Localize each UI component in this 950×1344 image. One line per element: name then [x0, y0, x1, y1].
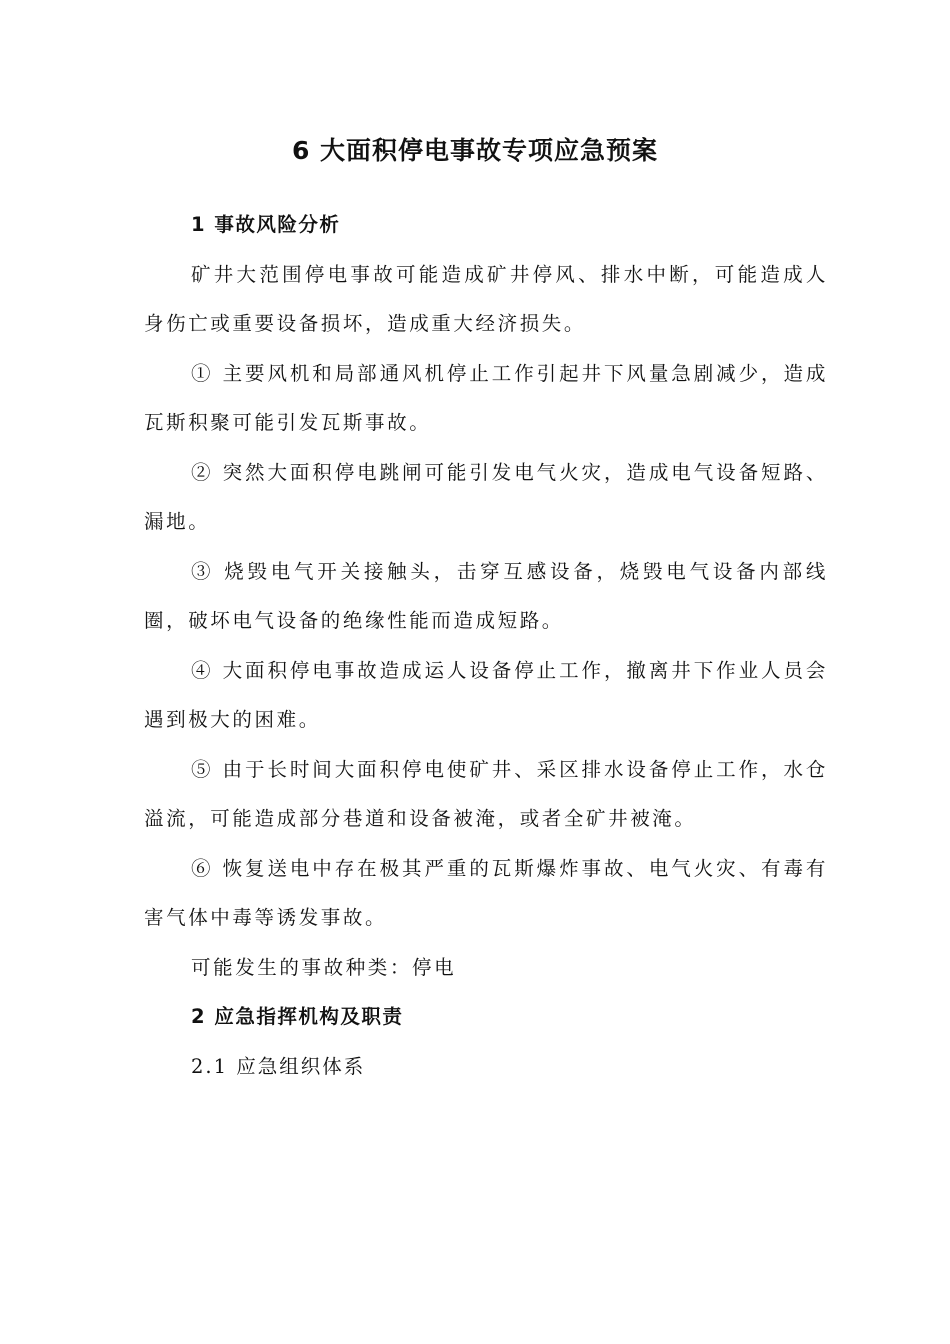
page-title: 6 大面积停电事故专项应急预案	[291, 136, 659, 165]
risk-item-4: ④ 大面积停电事故造成运人设备停止工作，撤离井下作业人员会遇到极大的困难。	[144, 658, 828, 731]
risk-item-3: ③ 烧毁电气开关接触头，击穿互感设备，烧毁电气设备内部线圈，破坏电气设备的绝缘性能而造成短路。	[144, 559, 828, 632]
risk-item-6: ⑥ 恢复送电中存在极其严重的瓦斯爆炸事故、电气火灾、有毒有害气体中毒等诱发事故。	[144, 856, 828, 929]
risk-item-5: ⑤ 由于长时间大面积停电使矿井、采区排水设备停止工作，水仓溢流，可能造成部分巷道和设备被淹，或者全矿井被淹。	[144, 757, 828, 830]
document-body	[144, 200, 828, 1091]
paragraph-intro: 矿井大范围停电事故可能造成矿井停风、排水中断，可能造成人身伤亡或重要设备损坏，造成重大经济损失。	[144, 262, 828, 335]
paragraph-accident-types: 可能发生的事故种类：停电	[191, 955, 457, 979]
section-heading-command-structure: 2 应急指挥机构及职责	[191, 1005, 404, 1028]
subsection-heading-organization: 2.1 应急组织体系	[191, 1054, 366, 1078]
risk-item-2: ② 突然大面积停电跳闸可能引发电气火灾，造成电气设备短路、漏地。	[144, 460, 828, 533]
risk-item-1: ① 主要风机和局部通风机停止工作引起井下风量急剧减少，造成瓦斯积聚可能引发瓦斯事故。	[144, 361, 828, 434]
section-heading-risk-analysis: 1 事故风险分析	[191, 213, 341, 236]
